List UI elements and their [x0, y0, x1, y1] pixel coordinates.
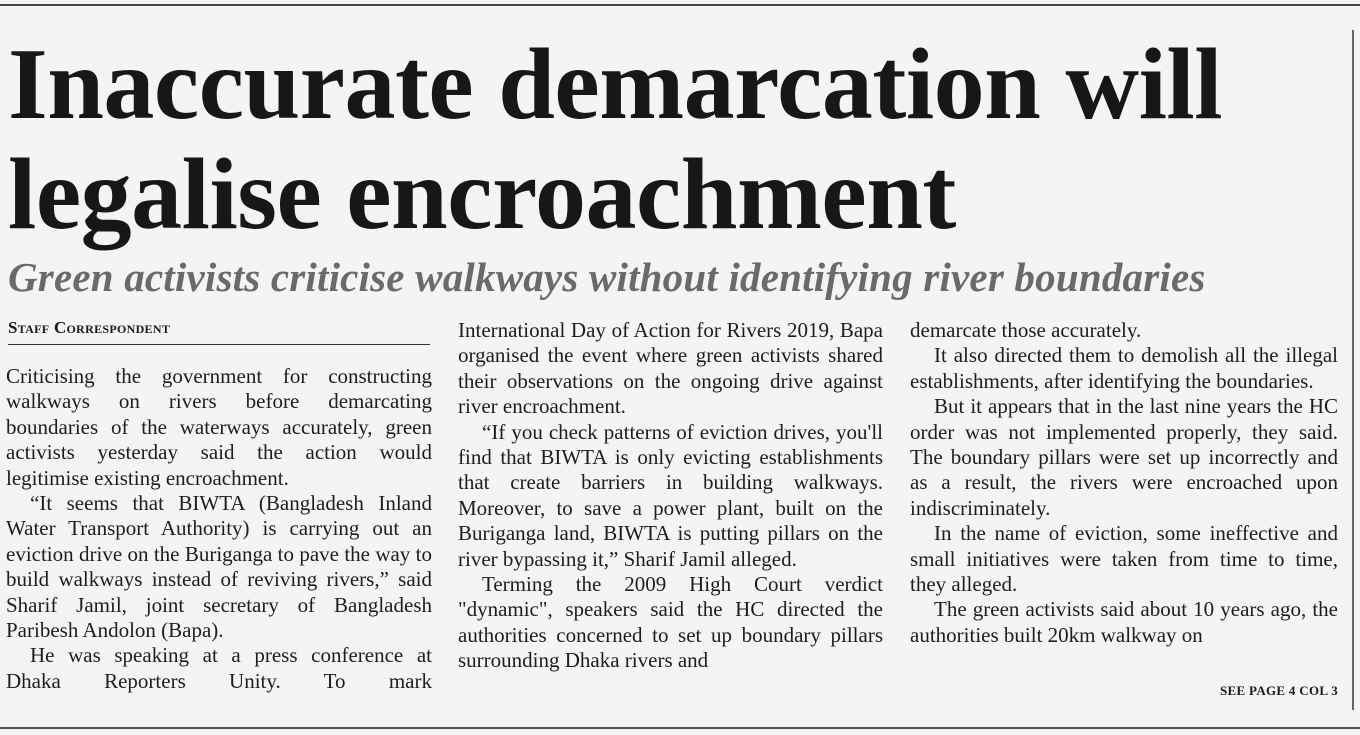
- paragraph: International Day of Action for Rivers 2019, Bapa organised the event where green activists shared their observations on the ongoing drive against river encroachment.: [458, 318, 883, 419]
- paragraph: Terming the 2009 High Court verdict "dynamic", speakers said the HC directed the authorities concerned to set up boundary pillars surrounding Dhaka rivers and: [458, 572, 883, 673]
- paragraph: demarcate those accurately.: [910, 318, 1142, 342]
- paragraph: “If you check patterns of eviction drives, you'll find that BIWTA is only evicting establishments that create barriers in building walkways. Moreover, to save a power plant, built on the Buriganga land, BIWTA is putting pillars on the river bypassing it,” Sharif Jamil alleged.: [458, 419, 883, 571]
- article-column-2: [458, 318, 883, 674]
- paragraph: “It seems that BIWTA (Bangladesh Inland Water Transport Authority) is carrying out an eviction drive on the Buriganga to pave the way to build walkways instead of reviving rivers,” said Sharif Jamil, joint secretary of Bangladesh Paribesh Andolon (Bapa).: [6, 491, 432, 643]
- headline: Inaccurate demarcation will legalise encroachment: [8, 28, 1223, 251]
- top-rule: [0, 4, 1360, 6]
- article-column-3: [910, 318, 1338, 648]
- bottom-rule: [0, 727, 1360, 729]
- article-column-1: [6, 364, 432, 694]
- paragraph: Criticising the government for constructing walkways on rivers before demarcating boundaries of the waterways accurately, green activists yesterday said the action would legitimise existing encroachment.: [6, 364, 432, 490]
- paragraph: In the name of eviction, some ineffective and small initiatives were taken from time to time, they alleged.: [910, 521, 1338, 597]
- subheadline: Green activists criticise walkways without identifying river boundaries: [8, 254, 1206, 300]
- paragraph: But it appears that in the last nine years the HC order was not implemented properly, they said. The boundary pillars were set up incorrectly and as a result, the rivers were encroached upon indiscriminately.: [910, 394, 1338, 520]
- paragraph: It also directed them to demolish all the illegal establishments, after identifying the boundaries.: [910, 343, 1338, 393]
- byline-text: Staff Correspondent: [8, 318, 171, 337]
- byline: [8, 318, 430, 345]
- paragraph: He was speaking at a press conference at Dhaka Reporters Unity. To mark: [6, 643, 432, 693]
- jump-line: SEE PAGE 4 COL 3: [1220, 683, 1338, 698]
- paragraph: The green activists said about 10 years ago, the authorities built 20km walkway on: [910, 597, 1338, 647]
